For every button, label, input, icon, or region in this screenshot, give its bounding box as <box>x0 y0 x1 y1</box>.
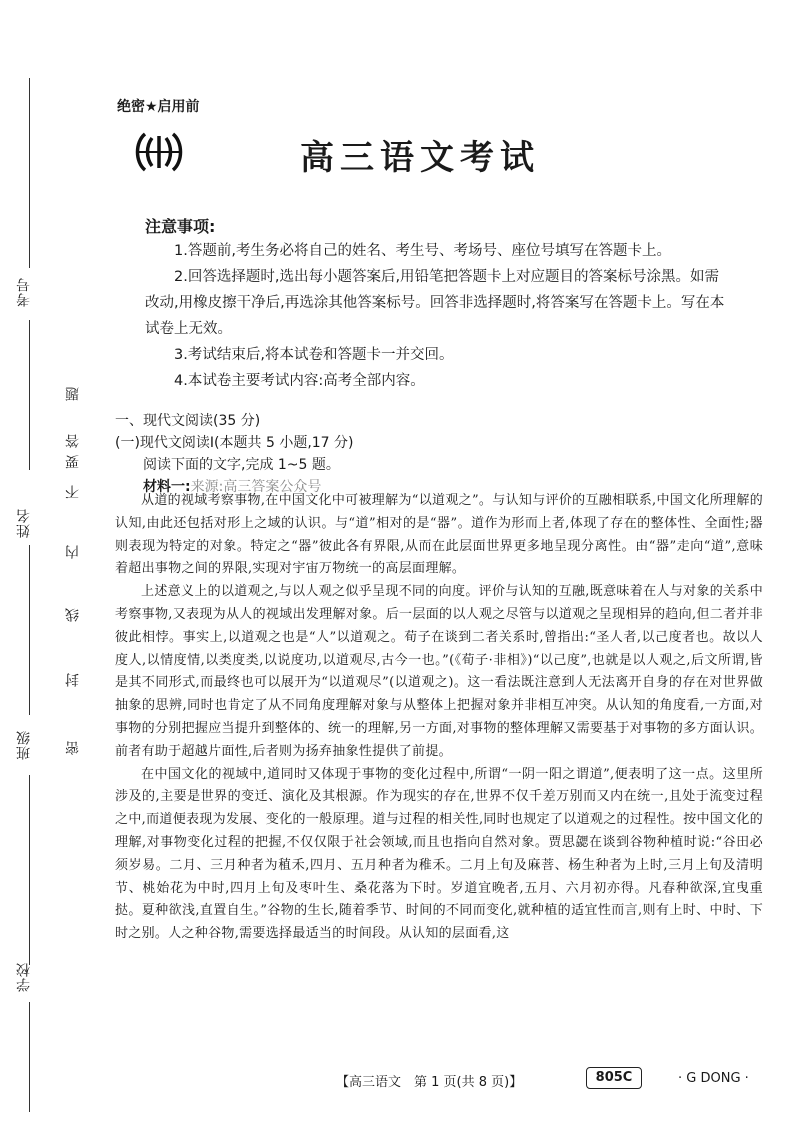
school-line <box>29 1002 30 1112</box>
class-label: 班级 <box>16 730 32 760</box>
note-item-2: 2.回答选择题时,选出每小题答案后,用铅笔把答题卡上对应题目的答案标号涂黑。如需改动,用橡皮擦干净后,再选涂其他答案标号。回答非选择题时,将答案写在答题卡上。写在本试卷上无效。 <box>145 269 725 337</box>
confidential-label: 绝密★启用前 <box>117 99 200 115</box>
exam-logo-icon <box>133 130 185 174</box>
exam-number-line <box>29 78 30 268</box>
reading-passage <box>115 490 763 946</box>
note-item-1: 1.答题前,考生务必将自己的姓名、考生号、考场号、座位号填写在答题卡上。 <box>174 243 671 259</box>
brand-label: · G DONG · <box>678 1071 749 1086</box>
note-item-3: 3.考试结束后,将本试卷和答题卡一并交回。 <box>174 347 454 363</box>
notes-heading: 注意事项: <box>145 217 216 236</box>
seal-char: 封 <box>65 672 81 687</box>
seal-char: 线 <box>65 607 81 622</box>
section-instruction: 阅读下面的文字,完成 1~5 题。 <box>143 457 340 473</box>
note-item-4: 4.本试卷主要考试内容:高考全部内容。 <box>174 373 425 389</box>
material-source: 来源:高三答案公众号 <box>190 479 322 495</box>
binding-margin <box>0 0 100 1122</box>
section-subheading: (一)现代文阅读Ⅰ(本题共 5 小题,17 分) <box>115 435 354 451</box>
section-header <box>115 410 755 498</box>
passage-paragraph: 上述意义上的以道观之,与以人观之似乎呈现不同的向度。评价与认知的互融,既意味着在人与对象的关系中考察事物,又表现为从人的视域出发理解对象。后一层面的以人观之尽管与以道观之呈现相异的趋向,但二者并非彼此相悖。事实上,以道观之也是“人”以道观之。荀子在谈到二者关系时,曾指出:“圣人者,以己度者也。故以人度人,以情度情,以类度类,以说度功,以道观尽,古今一也。”(《荀子·非相》)“以己度”,也就是以人观之,后文所谓,皆是其不同形式,而最终也可以展开为“以道观尽”(以道观之)。这一看法既注意到人无法离开自身的存在对世界做抽象的思辨,同时也肯定了从不同角度理解对象与从整体上把握对象并非相互冲突。从认知的角度看,一方面,对事物的分别把握应当提升到整体的、统一的理解,另一方面,对事物的整体理解又需要基于对事物的多方面认识。前者有助于超越片面性,后者则为扬弃抽象性提供了前提。 <box>115 584 763 759</box>
page-title: 高三语文考试 <box>300 138 540 178</box>
seal-char: 题 <box>65 386 81 401</box>
class-line <box>29 775 30 965</box>
seal-char: 密 <box>65 740 81 755</box>
passage-paragraph: 在中国文化的视域中,道同时又体现于事物的变化过程中,所谓“一阴一阳之谓道”,便表明了这一点。这里所涉及的,主要是世界的变迁、演化及其根源。作为现实的存在,世界不仅千差万别而又内在统一,且处于流变过程之中,而道便表现为发展、变化的一般原理。道与过程的相关性,同时也规定了以道观之的过程性。按中国文化的理解,对事物变化过程的把握,不仅仅限于社会领域,而且也指向自然对象。贾思勰在谈到谷物种植时说:“谷田必须岁易。二月、三月种者为稙禾,四月、五月种者为稚禾。二月上旬及麻菩、杨生种者为上时,三月上旬及清明节、桃始花为中时,四月上旬及枣叶生、桑花落为下时。岁道宜晚者,五月、六月初亦得。凡春种欲深,宜曳重挞。夏种欲浅,直置自生。”谷物的生长,随着季节、时间的不同而变化,就种植的适宜性而言,则有上时、中时、下时之别。人之种谷物,需要选择最适当的时间段。从认知的层面看,这 <box>115 766 763 942</box>
material-label: 材料一: <box>143 479 191 495</box>
seal-char: 内 <box>65 544 81 559</box>
exam-code-badge: 805C <box>586 1067 642 1089</box>
seal-char: 答 <box>65 433 81 448</box>
seal-char: 不 <box>65 484 81 499</box>
seal-char: 要 <box>65 454 81 469</box>
exam-number-label: 考号 <box>16 277 32 307</box>
passage-paragraph: 从道的视域考察事物,在中国文化中可被理解为“以道观之”。与认知与评价的互融相联系,中国文化所理解的认知,由此还包括对形上之域的认识。与“道”相对的是“器”。道作为形而上者,体现了存在的整体性、全面性;器则表现为特定的对象。特定之“器”彼此各有界限,从而在此层面世界更多地呈现分离性。由“器”走向“道”,意味着超出事物之间的界限,实现对宇宙万物统一的高层面理解。 <box>115 493 763 577</box>
name-label: 姓名 <box>16 508 32 538</box>
school-label: 学校 <box>16 962 32 992</box>
divider-line <box>29 320 30 470</box>
page-number-label: 【高三语文 第 1 页(共 8 页)】 <box>336 1075 523 1090</box>
section-heading: 一、现代文阅读(35 分) <box>115 413 261 429</box>
name-line <box>29 545 30 715</box>
